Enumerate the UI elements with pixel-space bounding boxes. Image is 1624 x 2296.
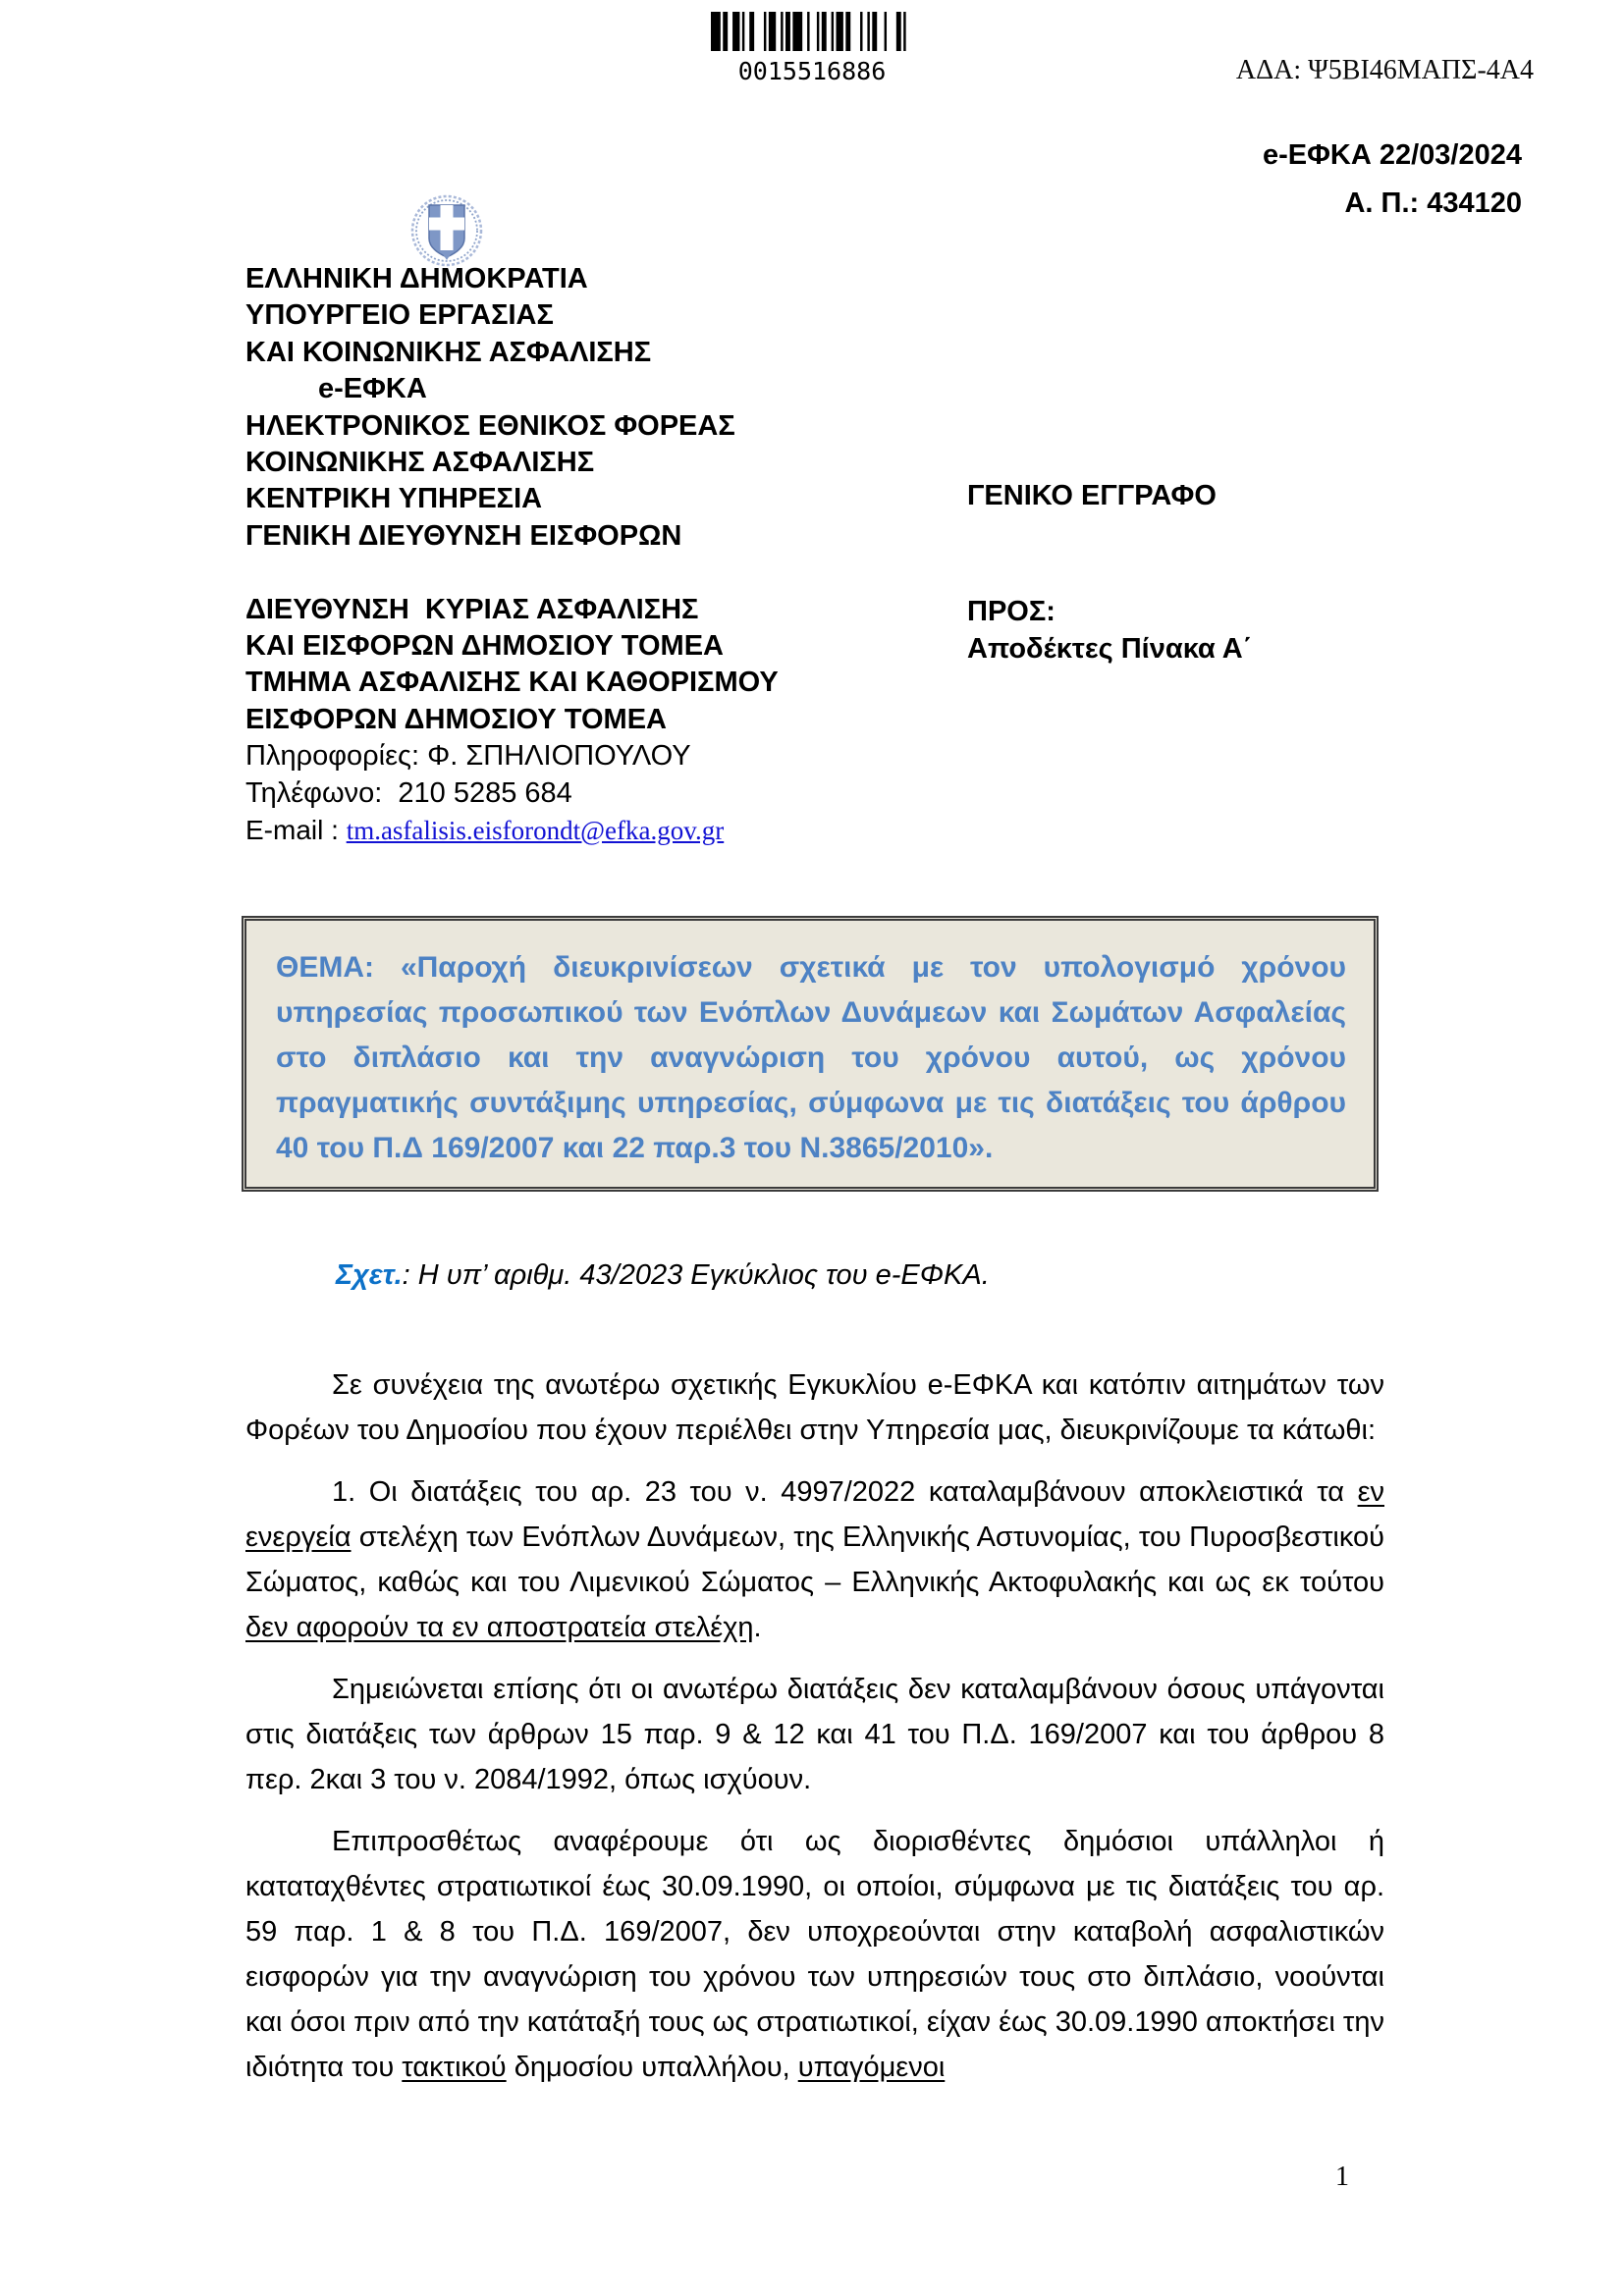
text-segment: δημοσίου υπαλλήλου, (506, 2052, 798, 2083)
protocol-date: e-ΕΦΚΑ 22/03/2024 (1262, 139, 1522, 171)
header-line: ΤΜΗΜΑ ΑΣΦΑΛΙΣΗΣ ΚΑΙ ΚΑΘΟΡΙΣΜΟΥ (245, 667, 779, 699)
underlined-phrase: τακτικού (402, 2052, 507, 2083)
protocol-number: Α. Π.: 434120 (1344, 187, 1522, 219)
body-paragraph (245, 1819, 1384, 2090)
text-segment: στελέχη των Ενόπλων Δυνάμεων, της Ελληνικής Αστυνομίας, του Πυροσβεστικού Σώματος, καθώς και του Λιμενικού Σώματος – Ελληνικής Ακτοφυλακής και ως εκ τούτου (245, 1522, 1384, 1598)
protocol-block (1263, 132, 1522, 228)
underlined-phrase: εν ενεργεία (245, 1476, 1384, 1553)
header-line: Πληροφορίες: Φ. ΣΠΗΛΙΟΠΟΥΛΟΥ (245, 740, 691, 773)
agency-header-block (245, 261, 972, 850)
underlined-phrase: δεν αφορούν τα εν αποστρατεία στελέχη (245, 1612, 754, 1643)
header-line: ΚΕΝΤΡΙΚΗ ΥΠΗΡΕΣΙΑ (245, 483, 543, 515)
subject-text: ΘΕΜΑ: «Παροχή διευκρινίσεων σχετικά με τον υπολογισμό χρόνου υπηρεσίας προσωπικού των Ενόπλων Δυνάμεων και Σωμάτων Ασφαλείας στο διπλάσιο και την αναγνώριση του χρόνου αυτού, ως χρόνου πραγματικής συντάξιμης υπηρεσίας, σύμφωνα με τις διατάξεις του άρθρου 40 του Π.Δ 169/2007 και 22 παρ.3 του Ν.3865/2010». (276, 951, 1346, 1164)
header-line (245, 555, 972, 591)
header-line: ΔΙΕΥΘΥΝΣΗ ΚΥΡΙΑΣ ΑΣΦΑΛΙΣΗΣ (245, 593, 699, 625)
underlined-phrase: υπαγόμενοι (797, 2052, 946, 2083)
barcode-bars-icon (711, 12, 913, 51)
text-segment: Σε συνέχεια της ανωτέρω σχετικής Εγκυκλίου e-ΕΦΚΑ και κατόπιν αιτημάτων των Φορέων του Δημοσίου που έχουν περιέλθει στην Υπηρεσία μας, διευκρινίζουμε τα κάτωθι: (245, 1369, 1384, 1446)
page-number: 1 (1335, 2162, 1349, 2192)
body-paragraph (245, 1362, 1384, 1453)
email-line (245, 812, 972, 849)
body-paragraph (245, 1469, 1384, 1650)
header-line: Τηλέφωνο: 210 5285 684 (245, 776, 572, 809)
header-line: ΚΑΙ ΚΟΙΝΩΝΙΚΗΣ ΑΣΦΑΛΙΣΗΣ (245, 336, 652, 368)
text-segment: Σημειώνεται επίσης ότι οι ανωτέρω διατάξεις δεν καταλαμβάνουν όσους υπάγονται στις διατάξεις των άρθρων 15 παρ. 9 & 12 και 41 του Π.Δ. 169/2007 και του άρθρου 8 περ. 2και 3 του ν. 2084/1992, όπως ισχύουν. (245, 1674, 1384, 1795)
header-line: ΚΟΙΝΩΝΙΚΗΣ ΑΣΦΑΛΙΣΗΣ (245, 447, 595, 479)
barcode-number: 0015516886 (737, 57, 887, 85)
subject-box (242, 916, 1379, 1192)
header-line: e-ΕΦΚΑ (318, 373, 427, 405)
document-body (245, 1362, 1384, 2107)
header-line: ΥΠΟΥΡΓΕΙΟ ΕΡΓΑΣΙΑΣ (245, 299, 554, 332)
text-segment: 1. Οι διατάξεις του αρ. 23 του ν. 4997/2022 καταλαμβάνουν αποκλειστικά τα (332, 1476, 1358, 1508)
ada-code: ΑΔΑ: Ψ5ΒΙ46ΜΑΠΣ-4Α4 (1235, 55, 1534, 85)
text-segment: . (753, 1612, 762, 1643)
document-type-label: ΓΕΝΙΚΟ ΕΓΓΡΑΦΟ (967, 480, 1217, 511)
email-label: E-mail : (245, 815, 347, 846)
email-link[interactable]: tm.asfalisis.eisforondt@efka.gov.gr (346, 816, 725, 846)
reference-line (336, 1259, 990, 1292)
to-label: ΠΡΟΣ: (967, 596, 1056, 628)
header-line: ΕΛΛΗΝΙΚΗ ΔΗΜΟΚΡΑΤΙΑ (245, 263, 588, 294)
header-line: ΗΛΕΚΤΡΟΝΙΚΟΣ ΕΘΝΙΚΟΣ ΦΟΡΕΑΣ (245, 409, 735, 442)
header-line: ΚΑΙ ΕΙΣΦΟΡΩΝ ΔΗΜΟΣΙΟΥ ΤΟΜΕΑ (245, 630, 724, 663)
agency-header-lines (245, 261, 972, 812)
to-recipient: Αποδέκτες Πίνακα Α΄ (967, 632, 1253, 665)
text-segment: Επιπροσθέτως αναφέρουμε ότι ως διορισθέντες δημόσιοι υπάλληλοι ή καταταχθέντες στρατιωτικοί έως 30.09.1990, οι οποίοι, σύμφωνα με τις διατάξεις του αρ. 59 παρ. 1 & 8 του Π.Δ. 169/2007, δεν υποχρεούνται στην καταβολή ασφαλιστικών εισφορών για την αναγνώριση του χρόνου των υπηρεσιών τους στο διπλάσιο, νοούνται και όσοι πριν από την κατάταξή τους ως στρατιωτικοί, είχαν έως 30.09.1990 αποκτήσει την ιδιότητα του (245, 1826, 1384, 2083)
header-line: ΕΙΣΦΟΡΩΝ ΔΗΜΟΣΙΟΥ ΤΟΜΕΑ (245, 703, 667, 735)
recipient-block (967, 594, 1252, 667)
barcode (707, 12, 917, 85)
header-line: ΓΕΝΙΚΗ ΔΙΕΥΘΥΝΣΗ ΕΙΣΦΟΡΩΝ (245, 519, 682, 552)
document-type-and-recipient (967, 478, 1252, 667)
reference-text: : Η υπ’ αριθμ. 43/2023 Εγκύκλιος του e-ΕΦΚΑ. (402, 1259, 990, 1291)
body-paragraph (245, 1667, 1384, 1802)
reference-label: Σχετ. (336, 1259, 403, 1291)
